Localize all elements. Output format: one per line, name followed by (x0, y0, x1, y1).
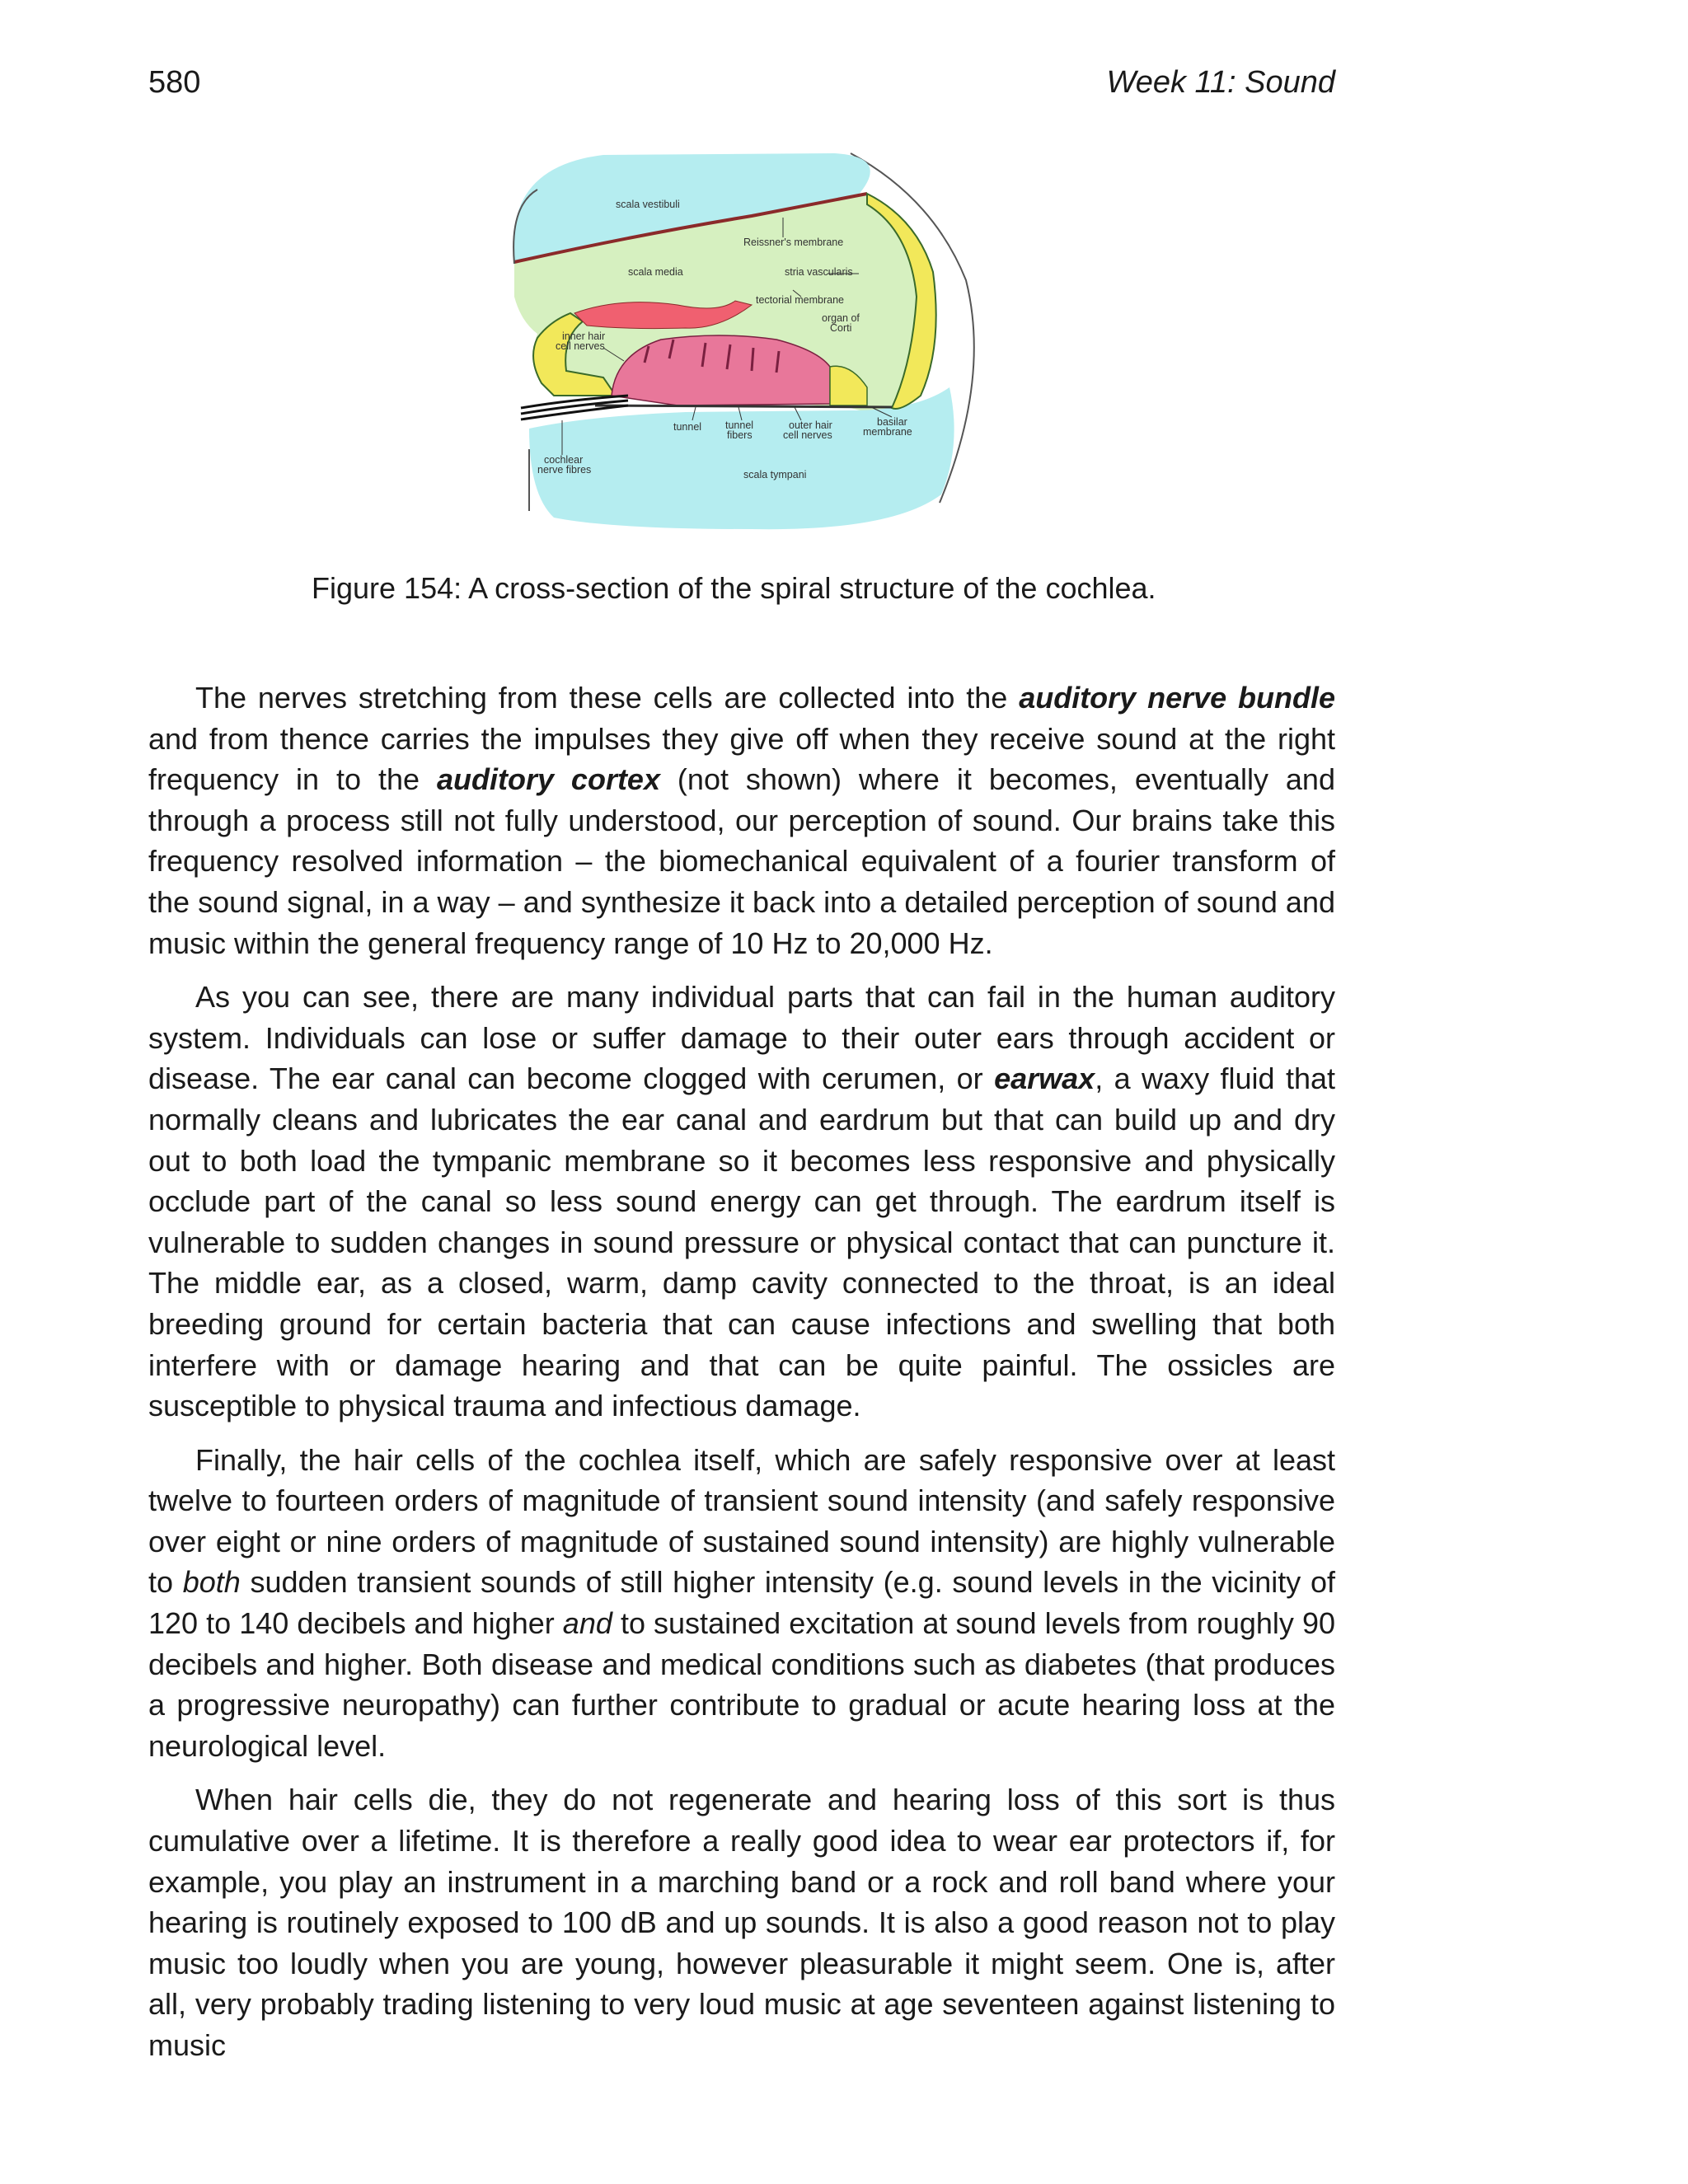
paragraph-4: When hair cells die, they do not regenerate and hearing loss of this sort is thus cumulative over a lifetime. It is therefore a really good idea to wear ear protectors if, for example, you play an instrument in a marching band or a rock and roll band where your hearing is routinely exposed to 100 dB and up sounds. It is also a good reason not to play music too loudly when you are young, however pleasurable it might seem. One is, after all, very probably trading listening to very loud music at age seventeen against listening to music (148, 1783, 1335, 2062)
label-tunnel-fibers-line1: tunnel (725, 419, 754, 431)
label-scala-vestibuli: scala vestibuli (616, 199, 680, 210)
label-reissners-membrane: Reissner's membrane (743, 237, 844, 248)
label-basilar-line2: membrane (863, 426, 912, 438)
label-inner-hair-line1: inner hair (562, 330, 606, 342)
figure-caption: Figure 154: A cross-section of the spiral structure of the cochlea. (312, 571, 1156, 605)
label-stria-vascularis: stria vascularis (785, 266, 853, 278)
label-scala-tympani: scala tympani (743, 469, 807, 480)
page-number: 580 (148, 65, 201, 100)
label-cochlear-line1: cochlear (544, 454, 584, 466)
term-auditory-nerve-bundle: auditory nerve bundle (1019, 681, 1335, 715)
label-outer-hair-line1: outer hair (789, 419, 832, 431)
label-tectorial-membrane: tectorial membrane (756, 294, 844, 306)
label-basilar-line1: basilar (877, 416, 907, 428)
emphasis-and: and (562, 1606, 612, 1641)
label-tunnel-fibers-line2: fibers (727, 429, 753, 441)
label-organ-of-corti-line2: Corti (830, 322, 852, 334)
cochlea-figure (504, 148, 982, 532)
basilar-membrane-line (595, 405, 892, 407)
label-tunnel: tunnel (673, 421, 702, 433)
label-inner-hair-line2: cell nerves (556, 340, 605, 352)
cochlear-nerve-fibres (521, 396, 628, 419)
label-organ-of-corti-line1: organ of (822, 312, 860, 324)
label-outer-hair-line2: cell nerves (783, 429, 832, 441)
page-header (148, 62, 1335, 103)
emphasis-both: both (182, 1565, 241, 1600)
label-cochlear-line2: nerve fibres (537, 464, 592, 476)
label-scala-media: scala media (628, 266, 683, 278)
term-auditory-cortex: auditory cortex (436, 762, 660, 797)
body-text (148, 677, 1335, 2079)
paragraph-2: As you can see, there are many individual parts that can fail in the human auditory system. Individuals can lose or suffer damage to their outer ears through accident or disease. The ear canal can become clogged with cerumen, or earwax, a waxy fluid that normally cleans and lubricates the ear canal and eardrum but that can build up and dry out to both load the tympanic membrane so it becomes less responsive and physically occlude part of the canal so less sound energy can get through. The eardrum itself is vulnerable to sudden changes in sound pressure or physical contact that can puncture it. The middle ear, as a closed, warm, damp cavity connected to the throat, is an ideal breeding ground for certain bacteria that can cause infections and swelling that both interfere with or damage hearing and that can be quite painful. The ossicles are susceptible to physical trauma and infectious damage. (148, 980, 1335, 1423)
cochlea-cross-section-illustration (504, 148, 982, 532)
paragraph-3: Finally, the hair cells of the cochlea itself, which are safely responsive over at least twelve to fourteen orders of magnitude of transient sound intensity (and safely responsive over eight or nine orders of magnitude of sustained sound intensity) are highly vulnerable to both sudden transient sounds of still higher intensity (e.g. sound levels in the vicinity of 120 to 140 decibels and higher and to sustained excitation at sound levels from roughly 90 decibels and higher. Both disease and medical conditions such as diabetes (that produces a progressive neuropathy) can further contribute to gradual or acute hearing loss at the neurological level. (148, 1442, 1336, 1763)
term-earwax: earwax (994, 1062, 1095, 1096)
running-title: Week 11: Sound (1106, 65, 1335, 100)
paragraph-1: The nerves stretching from these cells are collected into the auditory nerve bundle and from thence carries the impulses they give off when they receive sound at the right frequency in to the auditory cortex (not shown) where it becomes, eventually and through a process still not fully understood, our perception of sound. Our brains take this frequency resolved information – the biomechanical equivalent of a fourier transform of the sound signal, in a way – and synthesize it back into a detailed perception of sound and music within the general frequency range of 10 Hz to 20,000 Hz. (148, 681, 1335, 960)
